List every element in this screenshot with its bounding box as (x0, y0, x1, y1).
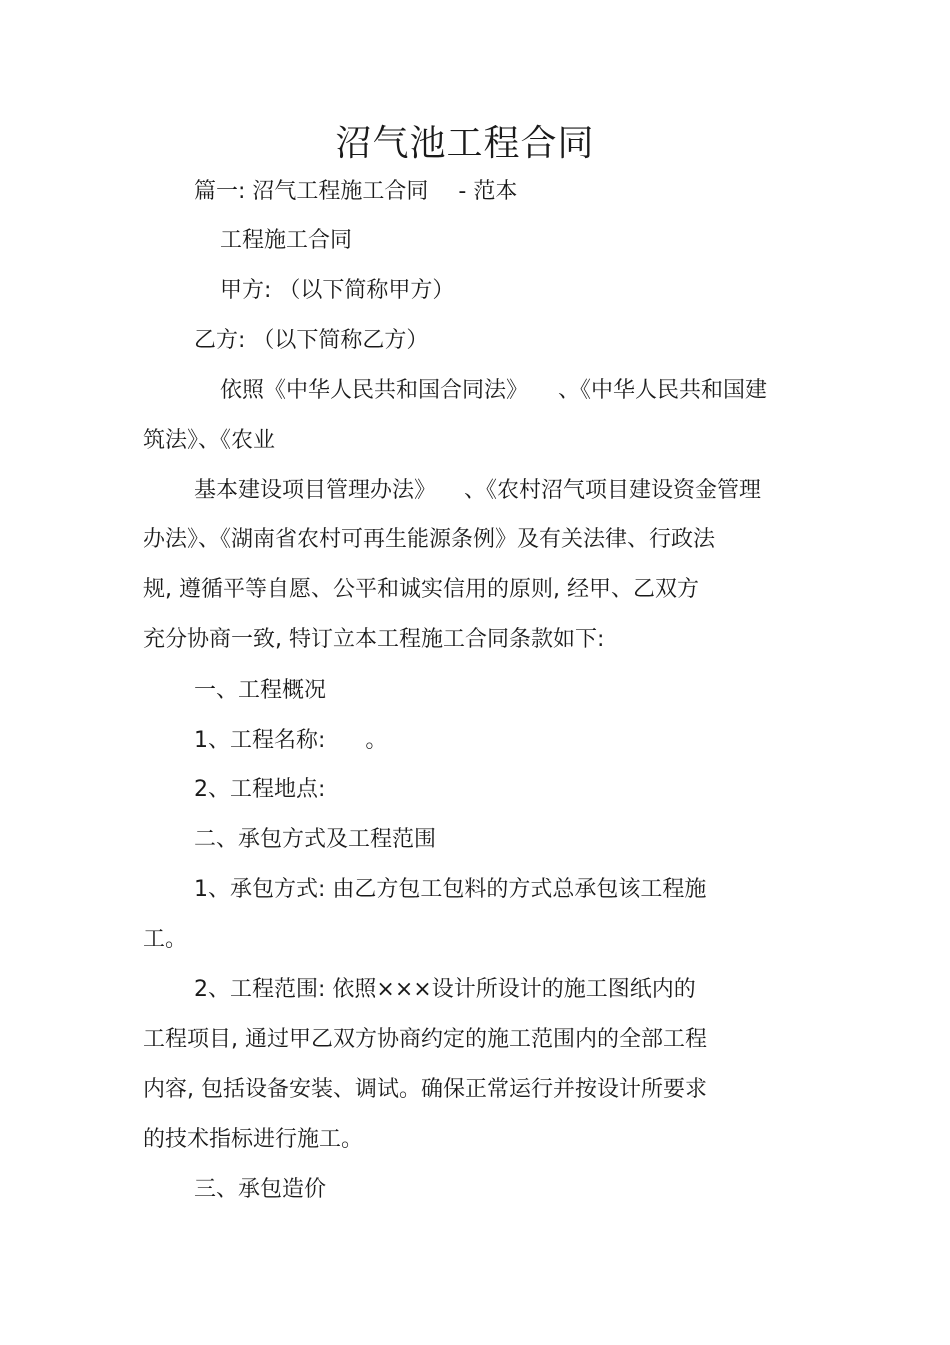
chapter-suffix: - 范本 (458, 179, 518, 204)
party-a-line: 甲方: （以下简称甲方） (220, 278, 455, 303)
party-b-line: 乙方: （以下简称乙方） (194, 328, 429, 353)
document-title: 沼气池工程合同 (335, 123, 595, 164)
section-3-heading: 三、承包造价 (194, 1177, 327, 1202)
project-location-line: 2、工程地点: (194, 777, 326, 802)
chapter-title: 篇一: 沼气工程施工合同 (194, 179, 429, 204)
paragraph-2-line-2: 办法》、《湖南省农村可再生能源条例》及有关法律、行政法 (143, 527, 716, 552)
project-scope-line-3: 内容, 包括设备安装、调试。确保正常运行并按设计所要求 (143, 1077, 707, 1102)
project-scope-line-2: 工程项目, 通过甲乙双方协商约定的施工范围内的全部工程 (143, 1027, 707, 1052)
project-scope-line-1: 2、工程范围: 依照×××设计所设计的施工图纸内的 (194, 977, 696, 1002)
section-2-heading: 二、承包方式及工程范围 (194, 827, 437, 852)
chapter-heading (194, 177, 517, 207)
paragraph-1-line-2: 筑法》、《农业 (143, 428, 276, 453)
project-name-line: 1、工程名称: 。 (194, 728, 388, 753)
contract-method-line-1: 1、承包方式: 由乙方包工包料的方式总承包该工程施 (194, 877, 707, 902)
contract-method-line-2: 工。 (143, 927, 188, 952)
section-1-heading: 一、工程概况 (194, 678, 327, 703)
contract-subtitle: 工程施工合同 (220, 228, 353, 253)
project-scope-line-4: 的技术指标进行施工。 (143, 1127, 364, 1152)
paragraph-1-line-1: 依照《中华人民共和国合同法》 、《中华人民共和国建 (220, 378, 768, 403)
paragraph-2-line-4: 充分协商一致, 特订立本工程施工合同条款如下: (143, 627, 605, 652)
paragraph-2-line-3: 规, 遵循平等自愿、公平和诚实信用的原则, 经甲、乙双方 (143, 577, 699, 602)
paragraph-2-line-1: 基本建设项目管理办法》 、《农村沼气项目建设资金管理 (194, 478, 762, 503)
